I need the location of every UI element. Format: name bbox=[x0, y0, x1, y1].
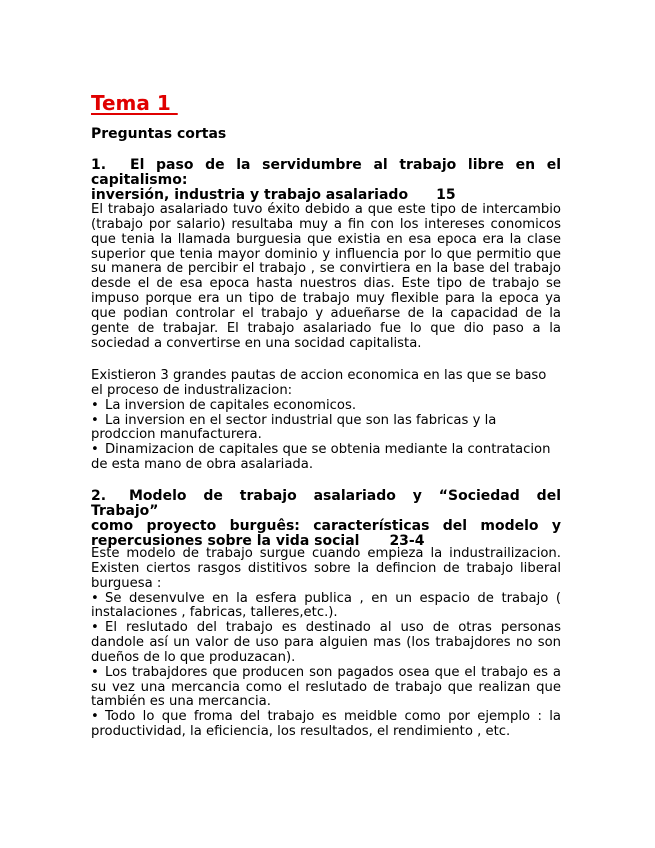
question-2-number: 2. bbox=[91, 488, 107, 504]
document-title: Tema 1 bbox=[91, 91, 178, 115]
question-2-heading-text1: Modelo de trabajo asalariado y “Sociedad del Trabajo” bbox=[91, 488, 561, 519]
question-2-heading bbox=[91, 489, 561, 549]
question-1-list-block bbox=[91, 369, 561, 473]
list-item bbox=[91, 414, 561, 444]
question-1-heading bbox=[91, 158, 561, 203]
list-item bbox=[91, 666, 561, 711]
bullet-icon: • bbox=[91, 709, 99, 725]
question-1-list-intro: Existieron 3 grandes pautas de accion economica en las que se baso el proceso de industralizacion: bbox=[91, 368, 547, 398]
bullet-icon: • bbox=[91, 590, 99, 606]
list-item bbox=[91, 443, 561, 473]
list-item-text: Todo lo que froma del trabajo es meidble como por ejemplo : la productividad, la eficiencia, los resultados, el rendimiento , etc. bbox=[91, 709, 561, 740]
question-1-heading-text2: inversión, industria y trabajo asalariado bbox=[91, 187, 409, 203]
list-item bbox=[91, 399, 561, 414]
question-2-heading-line1 bbox=[91, 489, 561, 519]
bullet-icon: • bbox=[91, 397, 99, 413]
question-2-list-intro: Este modelo de trabajo surgue cuando empieza la industrailizacion. Existen ciertos rasgos distitivos sobre la defincion de trabajo liberal burguesa : bbox=[91, 546, 561, 591]
question-2-list-block bbox=[91, 547, 561, 740]
question-2-page-ref: 23-4 bbox=[389, 533, 425, 549]
question-1-paragraph: El trabajo asalariado tuvo éxito debido a que este tipo de intercambio (trabajo por salario) resultaba muy a fin con los intereses conomicos que tenia la llamada burguesia que existia en esa epoca era la clase superior que tenia mayor dominio y influencia por lo que permitio que su manera de percibir el trabajo , se convirtiera en la base del trabajo desde el de esa epoca hasta nuestros dias. Este tipo de trabajo se impuso porque era un tipo de trabajo muy flexible para la epoca ya que podian controlar el trabajo y adueñarse de la capacidad de la gente de trabajar. El trabajo asalariado fue lo que dio paso a la sociedad a convertirse en una socidad capitalista. bbox=[91, 202, 561, 351]
question-2-heading-line2: como proyecto burguês: características del modelo y bbox=[91, 518, 561, 534]
question-1-number: 1. bbox=[91, 157, 107, 173]
list-item-text: La inversion en el sector industrial que son las fabricas y la prodccion manufacturera. bbox=[91, 412, 497, 443]
list-item-text: La inversion de capitales economicos. bbox=[105, 397, 357, 413]
question-1-heading-line1 bbox=[91, 158, 561, 188]
list-item bbox=[91, 621, 561, 666]
bullet-icon: • bbox=[91, 412, 99, 428]
question-2-heading-text3: repercusiones sobre la vida social bbox=[91, 533, 360, 549]
list-item bbox=[91, 710, 561, 740]
question-1-heading-text1: El paso de la servidumbre al trabajo libre en el capitalismo: bbox=[91, 157, 561, 188]
question-1-page-ref: 15 bbox=[436, 187, 456, 203]
question-1-heading-line2 bbox=[91, 188, 561, 203]
list-item-text: Los trabajdores que producen son pagados osea que el trabajo es a su vez una mercancia como el reslutado de trabajo que realizan que también es una mercancia. bbox=[91, 664, 561, 710]
question-1-bullet-list bbox=[91, 399, 561, 473]
list-item-text: El reslutado del trabajo es destinado al uso de otras personas dandole así un valor de uso para alguien mas (los trabajdores no son dueños de lo que produzacan). bbox=[91, 620, 561, 665]
bullet-icon: • bbox=[91, 664, 99, 680]
section-subtitle: Preguntas cortas bbox=[91, 126, 227, 142]
list-item bbox=[91, 592, 561, 622]
question-2-bullet-list bbox=[91, 592, 561, 740]
bullet-icon: • bbox=[91, 442, 99, 458]
list-item-text: Dinamizacion de capitales que se obtenia mediante la contratacion de esta mano de obra asalariada. bbox=[91, 442, 551, 473]
list-item-text: Se desenvulve en la esfera publica , en un espacio de trabajo ( instalaciones , fabricas, talleres,etc.). bbox=[91, 590, 561, 621]
bullet-icon: • bbox=[91, 620, 99, 636]
